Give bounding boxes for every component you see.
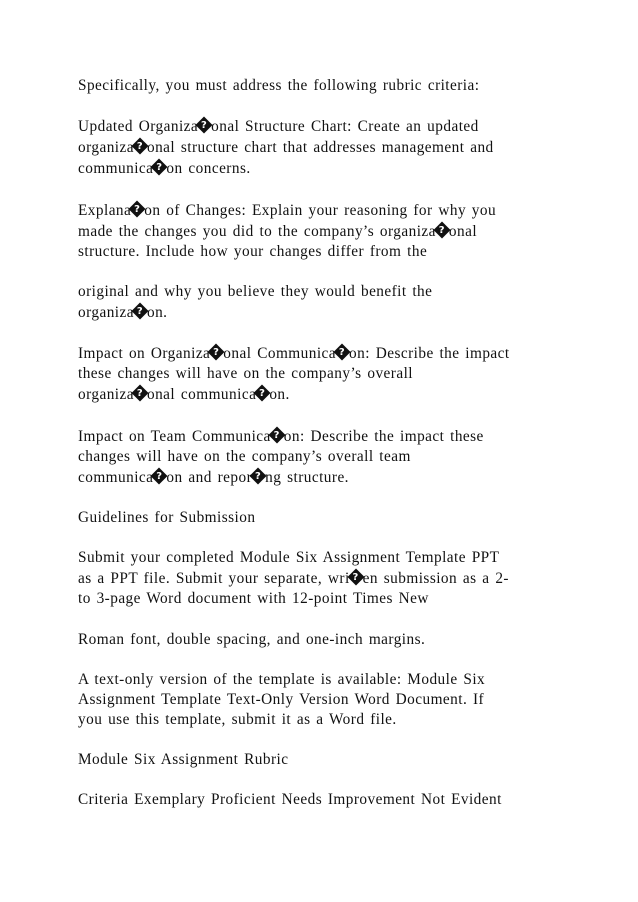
text-line: Impact on Team Communica? on: Describe the impact these	[78, 426, 578, 447]
paragraph	[78, 670, 578, 730]
replacement-character-icon	[270, 428, 285, 443]
text-line: Module Six Assignment Rubric	[78, 751, 289, 769]
replacement-character-icon	[335, 345, 350, 360]
text-line: organiza? on.	[78, 302, 578, 323]
replacement-character-icon	[133, 139, 148, 154]
replacement-character-icon	[435, 223, 450, 238]
replacement-character-icon	[152, 160, 167, 175]
text-line: you use this template, submit it as a Word file.	[78, 710, 397, 728]
text-line: Updated Organiza? onal Structure Chart: Create an updated	[78, 116, 578, 137]
text-line: communica? on and repor? ng structure.	[78, 467, 578, 488]
text-line: these changes will have on the company’s overall	[78, 365, 413, 383]
paragraph	[78, 426, 578, 488]
replacement-character-icon	[251, 469, 266, 484]
paragraph	[78, 282, 578, 323]
text-line: Submit your completed Module Six Assignment Template PPT	[78, 549, 500, 567]
paragraph	[78, 200, 578, 262]
replacement-character-icon	[209, 345, 224, 360]
text-line: Specifically, you must address the following rubric criteria:	[78, 77, 480, 94]
replacement-character-icon	[133, 386, 148, 401]
text-line: to 3-page Word document with 12-point Times New	[78, 590, 429, 608]
paragraph	[78, 790, 578, 810]
text-line: A text-only version of the template is available: Module Six	[78, 670, 486, 688]
text-line: made the changes you did to the company’s organiza? onal	[78, 221, 578, 242]
text-line: Explana? on of Changes: Explain your reasoning for why you	[78, 200, 578, 221]
paragraph	[78, 630, 578, 650]
paragraph	[78, 116, 578, 179]
text-line: structure. Include how your changes differ from the	[78, 242, 428, 260]
text-line: original and why you believe they would benefit the	[78, 282, 433, 300]
text-line: Criteria Exemplary Proficient Needs Improvement Not Evident	[78, 791, 502, 809]
paragraph	[78, 76, 578, 96]
paragraph	[78, 548, 578, 609]
text-line: organiza? onal communica? on.	[78, 384, 578, 405]
text-line: changes will have on the company’s overall team	[78, 447, 411, 465]
text-line: Impact on Organiza? onal Communica? on: Describe the impact	[78, 343, 578, 364]
paragraph	[78, 750, 578, 770]
document-body	[78, 76, 578, 830]
replacement-character-icon	[255, 386, 270, 401]
replacement-character-icon	[130, 202, 145, 217]
replacement-character-icon	[197, 118, 212, 133]
replacement-character-icon	[349, 570, 364, 585]
text-line: as a PPT file. Submit your separate, wri? en submission as a 2-	[78, 568, 578, 589]
replacement-character-icon	[152, 469, 167, 484]
text-line: Assignment Template Text-Only Version Word Document. If	[78, 690, 485, 708]
text-line: Roman font, double spacing, and one-inch margins.	[78, 630, 426, 648]
paragraph	[78, 508, 578, 528]
replacement-character-icon	[133, 304, 148, 319]
paragraph	[78, 343, 578, 405]
text-line: organiza? onal structure chart that addresses management and	[78, 137, 578, 158]
text-line: Guidelines for Submission	[78, 508, 256, 526]
text-line: communica? on concerns.	[78, 158, 578, 179]
